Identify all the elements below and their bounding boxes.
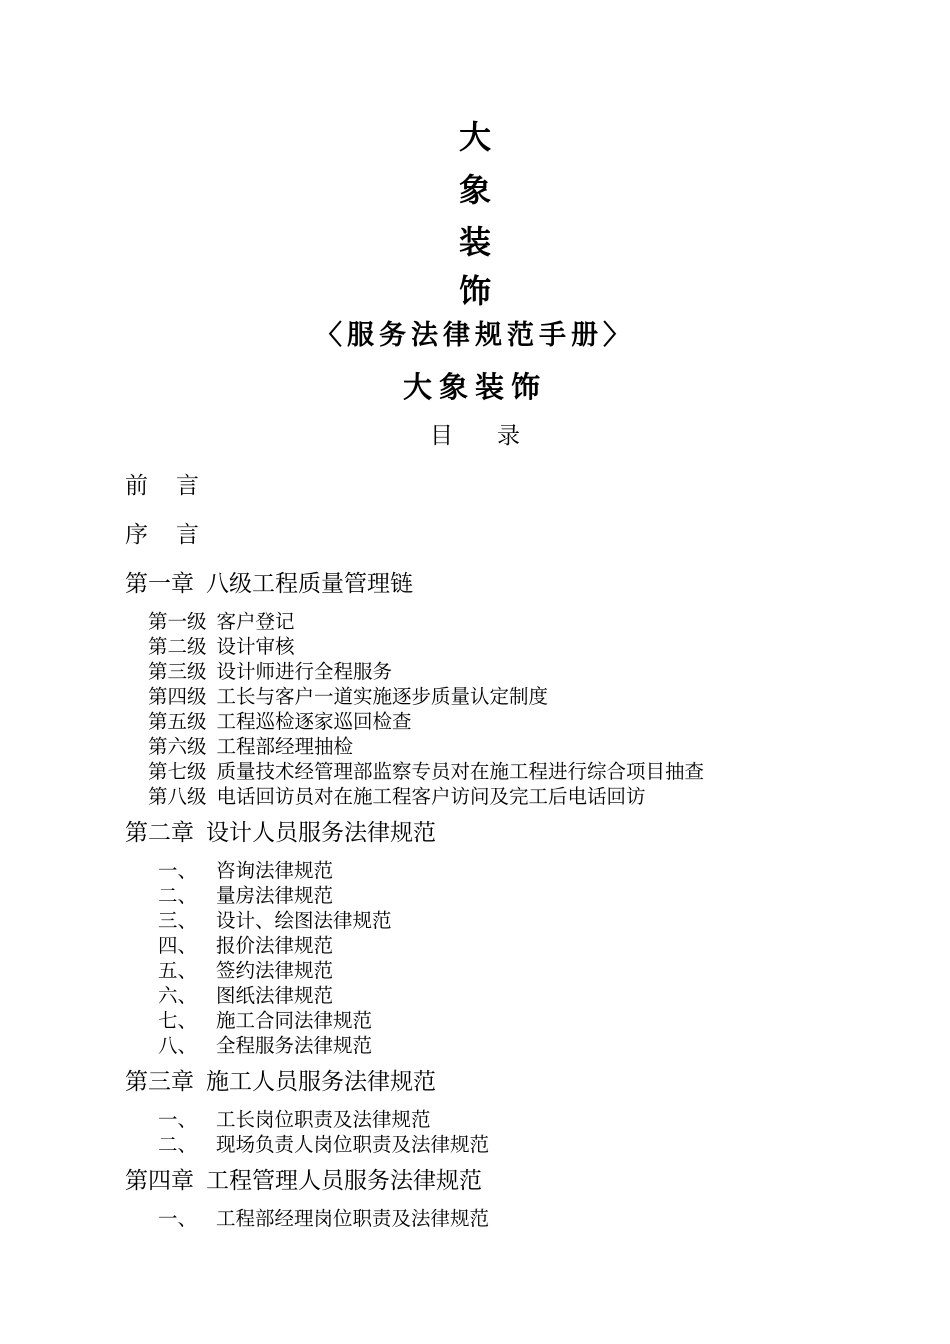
toc-section [148,634,295,659]
section-number: 第七级 [148,760,207,783]
cover-char-1: 大 [458,118,491,156]
toc-heading-left: 目 [430,423,453,449]
section-title: 咨询法律规范 [216,859,334,882]
section-title: 工程部经理抽检 [216,735,354,758]
toc-chapter-2 [125,818,436,848]
toc-section [158,933,333,958]
section-number: 五、 [158,959,198,982]
section-number: 一、 [158,1207,198,1230]
cover-char-3: 装 [458,223,491,261]
toc-foreword-b: 言 [176,522,199,548]
toc-chapter-1 [125,569,413,599]
toc-foreword-a: 序 [125,522,148,548]
section-number: 二、 [158,1133,198,1156]
toc-section [148,709,412,734]
section-title: 质量技术经管理部监察专员对在施工程进行综合项目抽查 [216,760,705,783]
toc-section [158,1107,431,1132]
toc-section [158,958,333,983]
toc-section [158,1206,489,1231]
chapter-number: 第一章 [125,571,194,597]
section-number: 八、 [158,1034,198,1057]
cover-brand: 大象装饰 [402,370,547,404]
section-title: 设计师进行全程服务 [216,660,393,683]
cover-char-4: 饰 [458,272,491,310]
section-title: 工长岗位职责及法律规范 [216,1108,431,1131]
toc-section [158,983,333,1008]
toc-section [158,1132,489,1157]
toc-section [148,684,548,709]
section-number: 第一级 [148,610,207,633]
toc-section [148,784,646,809]
section-title: 电话回访员对在施工程客户访问及完工后电话回访 [216,785,646,808]
section-title: 施工合同法律规范 [216,1009,373,1032]
toc-section [158,1033,372,1058]
section-title: 全程服务法律规范 [216,1034,373,1057]
toc-section [158,883,333,908]
chapter-title: 设计人员服务法律规范 [206,820,436,846]
toc-section [148,759,704,784]
toc-foreword [125,520,199,550]
toc-section [158,1008,372,1033]
cover-subtitle: 〈服务法律规范手册〉 [315,320,635,351]
section-number: 第四级 [148,685,207,708]
toc-chapter-4 [125,1166,482,1196]
toc-heading [0,421,950,451]
section-title: 量房法律规范 [216,884,334,907]
section-title: 客户登记 [216,610,295,633]
section-number: 第五级 [148,710,207,733]
section-number: 四、 [158,934,198,957]
section-number: 一、 [158,859,198,882]
toc-preface [125,471,199,501]
toc-preface-b: 言 [176,473,199,499]
toc-section [148,734,353,759]
section-number: 二、 [158,884,198,907]
chapter-number: 第三章 [125,1069,194,1095]
section-title: 图纸法律规范 [216,984,334,1007]
section-title: 工程部经理岗位职责及法律规范 [216,1207,490,1230]
chapter-title: 施工人员服务法律规范 [206,1069,436,1095]
section-number: 三、 [158,909,198,932]
section-title: 工程巡检逐家巡回检查 [216,710,412,733]
section-number: 第二级 [148,635,207,658]
chapter-number: 第四章 [125,1168,194,1194]
toc-section [158,858,333,883]
toc-section [148,659,392,684]
toc-section [148,609,295,634]
section-number: 一、 [158,1108,198,1131]
toc-heading-right: 录 [497,423,520,449]
section-number: 第三级 [148,660,207,683]
cover-char-2: 象 [458,171,491,209]
toc-preface-a: 前 [125,473,148,499]
toc-chapter-3 [125,1067,436,1097]
section-number: 七、 [158,1009,198,1032]
section-title: 工长与客户一道实施逐步质量认定制度 [216,685,549,708]
chapter-number: 第二章 [125,820,194,846]
section-title: 设计审核 [216,635,295,658]
section-title: 设计、绘图法律规范 [216,909,392,932]
section-number: 第六级 [148,735,207,758]
section-number: 六、 [158,984,198,1007]
section-number: 第八级 [148,785,207,808]
section-title: 报价法律规范 [216,934,334,957]
section-title: 现场负责人岗位职责及法律规范 [216,1133,490,1156]
chapter-title: 工程管理人员服务法律规范 [206,1168,482,1194]
toc-section [158,908,392,933]
chapter-title: 八级工程质量管理链 [206,571,413,597]
section-title: 签约法律规范 [216,959,334,982]
